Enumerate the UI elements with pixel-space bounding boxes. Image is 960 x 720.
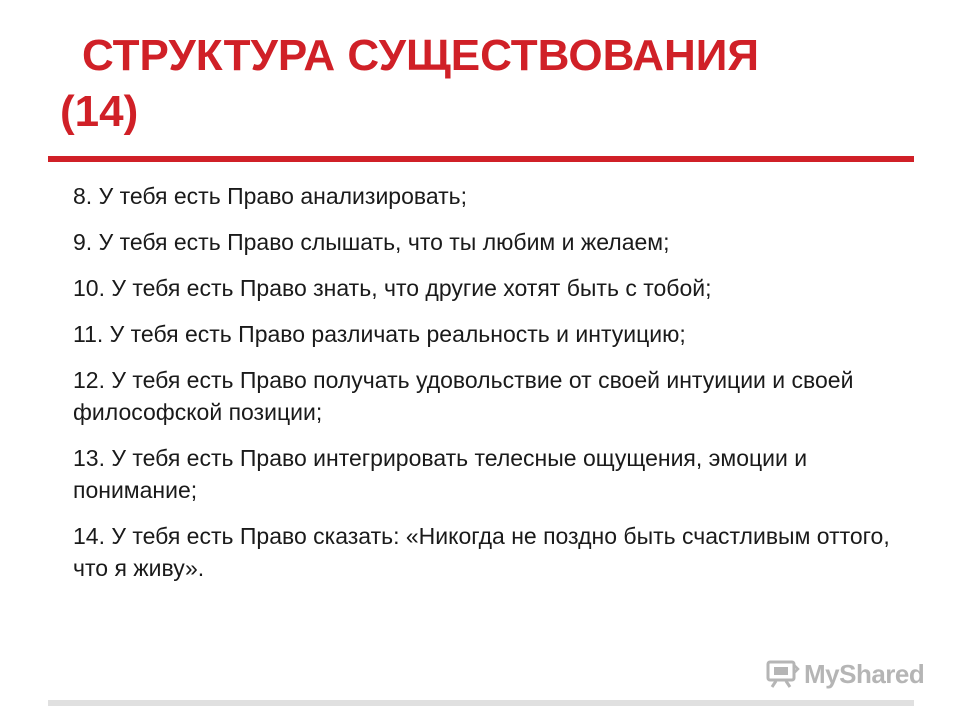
slide-title	[60, 28, 920, 140]
list-item: 11. У тебя есть Право различать реальность и интуицию;	[73, 321, 686, 347]
list-item: 13. У тебя есть Право интегрировать телесные ощущения, эмоции и понимание;	[73, 445, 808, 503]
title-underline	[48, 156, 914, 162]
list-item: 12. У тебя есть Право получать удовольствие от своей интуиции и своей философской позиции;	[73, 367, 854, 425]
list-item: 14. У тебя есть Право сказать: «Никогда не поздно быть счастливым оттого, что я живу».	[73, 523, 890, 581]
bottom-rule	[48, 700, 914, 706]
slide-title-line-1: СТРУКТУРА СУЩЕСТВОВАНИЯ	[82, 31, 759, 80]
watermark	[766, 656, 924, 692]
watermark-text: MyShared	[804, 658, 925, 689]
myshared-logo-icon	[766, 659, 800, 689]
slide-title-line-2: (14)	[60, 87, 139, 136]
list-item: 10. У тебя есть Право знать, что другие хотят быть с тобой;	[73, 275, 712, 301]
list-item: 8. У тебя есть Право анализировать;	[73, 183, 468, 209]
list-item: 9. У тебя есть Право слышать, что ты любим и желаем;	[73, 229, 670, 255]
rights-list	[73, 180, 923, 598]
